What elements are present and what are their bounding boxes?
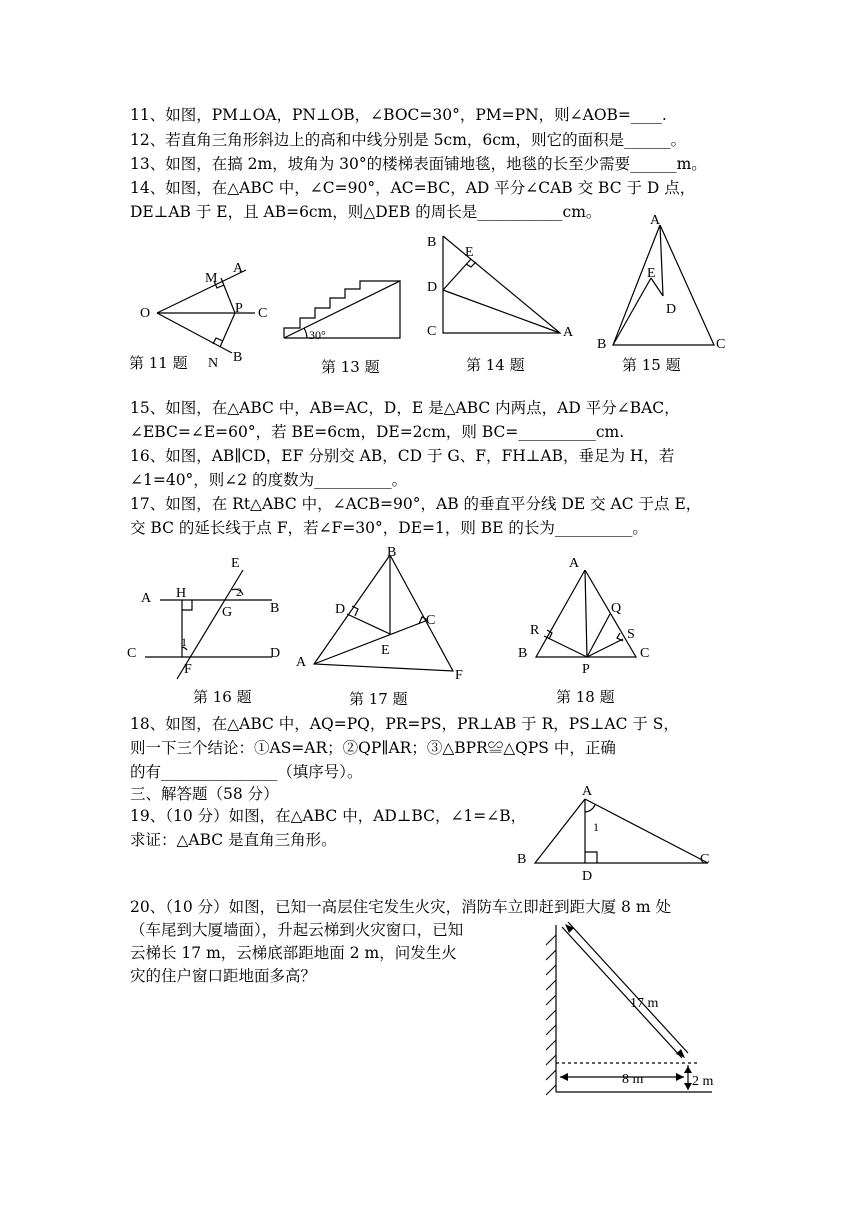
- section-heading-answers: 三、解答题（58 分）: [130, 785, 279, 803]
- problem-19-line1: 19、（10 分）如图，在△ABC 中，AD⊥BC，∠1=∠B，: [130, 807, 527, 825]
- fig14-label-D: D: [427, 280, 438, 295]
- fig17-label-D: D: [335, 602, 346, 617]
- fig11-label-O: O: [140, 306, 151, 321]
- fig18-label-Q: Q: [611, 601, 622, 616]
- problem-20-line1: 20、（10 分）如图，已知一高层住宅发生火灾，消防车立即赶到距大厦 8 m 处: [130, 898, 671, 916]
- caption-problem-15: 第 15 题: [622, 356, 681, 374]
- fig11-label-N: N: [208, 356, 219, 371]
- problem-20-line3: 云梯长 17 m，云梯底部距地面 2 m，问发生火: [130, 944, 457, 962]
- fig17-label-B: B: [387, 545, 397, 560]
- fig16-label-2: 2: [236, 585, 242, 599]
- fig20-height: 2 m: [692, 1074, 714, 1089]
- fig19-label-A: A: [582, 784, 593, 799]
- fig16-label-F: F: [184, 662, 192, 677]
- problem-16-line2: ∠1=40°，则∠2 的度数为__________。: [130, 471, 408, 489]
- fig17-label-F: F: [455, 668, 463, 683]
- fig17-label-A: A: [296, 655, 307, 670]
- fig18-label-C: C: [640, 646, 650, 661]
- fig16-label-A: A: [141, 591, 152, 606]
- fig16-label-1: 1: [181, 635, 187, 649]
- fig16-label-D: D: [270, 646, 281, 661]
- caption-problem-14: 第 14 题: [466, 356, 525, 374]
- fig14-label-E: E: [465, 245, 474, 260]
- fig16-label-E: E: [231, 556, 240, 571]
- fig16-label-C: C: [127, 646, 137, 661]
- fig19-label-C: C: [700, 852, 710, 867]
- fig15-label-D: D: [666, 302, 677, 317]
- fig15-label-A: A: [650, 213, 661, 228]
- fig18-label-B: B: [518, 646, 528, 661]
- caption-problem-16: 第 16 题: [193, 688, 252, 706]
- problem-20-line2: （车尾到大厦墙面），升起云梯到火灾窗口，已知: [130, 921, 464, 939]
- fig16-label-H: H: [176, 586, 187, 601]
- fig14-label-C: C: [427, 324, 437, 339]
- fig15-label-B: B: [597, 337, 607, 352]
- fig11-label-P: P: [235, 301, 243, 316]
- fig13-angle: 30°: [309, 328, 326, 342]
- fig15-label-C: C: [716, 337, 726, 352]
- fig15-label-E: E: [647, 266, 656, 281]
- fig11-label-M: M: [205, 271, 218, 286]
- problem-18-line3: 的有_______________（填序号）。: [130, 763, 363, 781]
- fig11-label-B: B: [233, 350, 243, 365]
- fig18-label-R: R: [530, 623, 540, 638]
- fig18-label-S: S: [627, 627, 635, 642]
- fig19-label-B: B: [517, 852, 527, 867]
- problem-11: 11、如图，PM⊥OA，PN⊥OB，∠BOC=30°，PM=PN，则∠AOB=____.: [130, 106, 667, 124]
- problem-16-line1: 16、如图，AB∥CD，EF 分别交 AB，CD 于 G、F，FH⊥AB，垂足为 H，若: [130, 447, 675, 465]
- fig20-distance: 8 m: [622, 1072, 644, 1087]
- problem-17-line1: 17、如图，在 Rt△ABC 中，∠ACB=90°，AB 的垂直平分线 DE 交 AC 于点 E，: [130, 495, 702, 513]
- fig20-ladder-length: 17 m: [630, 996, 659, 1011]
- fig11-label-A: A: [233, 261, 244, 276]
- caption-problem-11: 第 11 题: [129, 354, 188, 372]
- fig17-label-E: E: [381, 643, 390, 658]
- problem-20-line4: 灾的住户窗口距地面多高？: [130, 967, 317, 985]
- fig16-label-G: G: [222, 605, 233, 620]
- fig18-label-A: A: [569, 556, 580, 571]
- problem-12: 12、若直角三角形斜边上的高和中线分别是 5cm，6cm，则它的面积是______。: [130, 131, 687, 149]
- fig19-label-D: D: [582, 869, 593, 884]
- fig16-label-B: B: [270, 601, 280, 616]
- fig19-label-1: 1: [593, 820, 599, 834]
- problem-17-line2: 交 BC 的延长线于点 F，若∠F=30°，DE=1，则 BE 的长为__________。: [130, 519, 648, 537]
- problem-18-line1: 18、如图，在△ABC 中，AQ=PQ，PR=PS，PR⊥AB 于 R，PS⊥AC 于 S，: [130, 715, 679, 733]
- fig14-label-A: A: [563, 325, 574, 340]
- problem-14-line1: 14、如图，在△ABC 中，∠C=90°，AC=BC，AD 平分∠CAB 交 BC 于 D 点，: [130, 179, 696, 197]
- problem-15-line2: ∠EBC=∠E=60°，若 BE=6cm，DE=2cm，则 BC=__________cm.: [130, 423, 625, 441]
- problem-13: 13、如图，在搞 2m，坡角为 30°的楼梯表面铺地毯，地毯的长至少需要______m。: [130, 155, 707, 173]
- problem-18-line2: 则一下三个结论：①AS=AR；②QP∥AR；③△BPR≌△QPS 中，正确: [130, 739, 616, 757]
- caption-problem-18: 第 18 题: [556, 688, 615, 706]
- caption-problem-17: 第 17 题: [349, 690, 408, 708]
- fig17-label-C: C: [426, 613, 436, 628]
- fig11-label-C: C: [258, 306, 268, 321]
- problem-15-line1: 15、如图，在△ABC 中，AB=AC，D，E 是△ABC 内两点，AD 平分∠BAC，: [130, 399, 680, 417]
- fig14-label-B: B: [427, 235, 437, 250]
- problem-19-line2: 求证：△ABC 是直角三角形。: [130, 831, 337, 849]
- fig18-label-P: P: [582, 662, 590, 677]
- caption-problem-13: 第 13 题: [321, 358, 380, 376]
- problem-14-line2: DE⊥AB 于 E，且 AB=6cm，则△DEB 的周长是___________cm。: [130, 203, 602, 221]
